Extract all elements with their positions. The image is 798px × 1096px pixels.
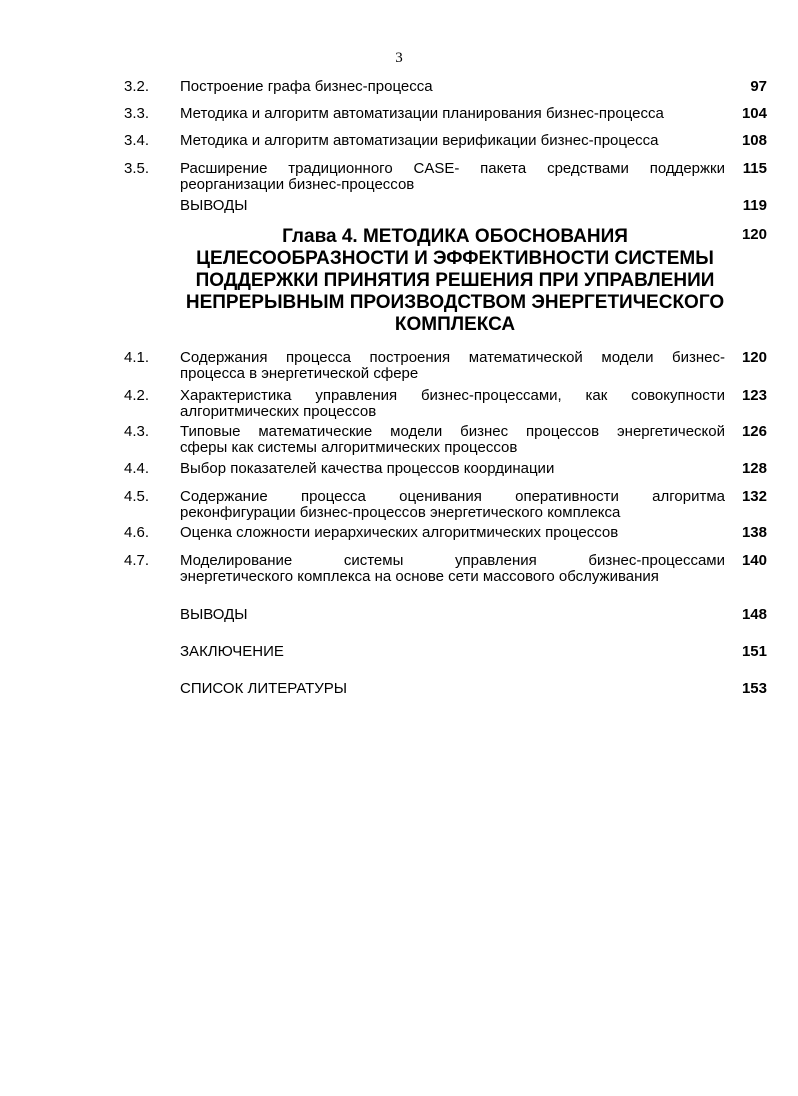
chapter-heading-line: КОМПЛЕКСА xyxy=(394,314,516,335)
toc-entry-title: Содержания процесса построения математической модели бизнес- процесса в энергетической сфере xyxy=(180,349,725,382)
toc-entry-title: ЗАКЛЮЧЕНИЕ xyxy=(180,643,284,660)
toc-entry-title: ВЫВОДЫ xyxy=(180,197,248,214)
toc-entry-title: Методика и алгоритм автоматизации планирования бизнес-процесса xyxy=(180,105,664,122)
toc-entry-title: СПИСОК ЛИТЕРАТУРЫ xyxy=(180,680,348,697)
toc-entry-page: 138 xyxy=(741,524,767,541)
toc-entry-page: 119 xyxy=(742,197,767,214)
toc-entry-number: 3.2. xyxy=(124,78,150,95)
toc-entry-page: 128 xyxy=(741,460,767,477)
chapter-heading-line: ПОДДЕРЖКИ ПРИНЯТИЯ РЕШЕНИЯ ПРИ УПРАВЛЕНИИ xyxy=(195,270,715,291)
toc-entry-number: 4.6. xyxy=(124,524,150,541)
toc-entry-page: 132 xyxy=(741,488,767,505)
chapter-page: 120 xyxy=(741,226,767,243)
toc-entry-page: 151 xyxy=(741,643,767,660)
toc-entry-page: 108 xyxy=(741,132,767,149)
toc-entry-title: Расширение традиционного CASE- пакета средствами поддержки реорганизации бизнес-процессов xyxy=(180,160,725,193)
chapter-heading-line: Глава 4. МЕТОДИКА ОБОСНОВАНИЯ xyxy=(282,226,628,247)
toc-entry-title: ВЫВОДЫ xyxy=(180,606,248,623)
toc-entry-title: Моделирование системы управления бизнес-процессами энергетического комплекса на основе сети массового обслуживания xyxy=(180,552,725,585)
toc-entry-page: 123 xyxy=(741,387,767,404)
toc-entry-title: Типовые математические модели бизнес процессов энергетической сферы как системы алгоритмических процессов xyxy=(180,423,725,456)
page-number: 3 xyxy=(395,50,403,66)
toc-entry-page: 115 xyxy=(742,160,767,177)
toc-entry-title: Оценка сложности иерархических алгоритмических процессов xyxy=(180,524,619,541)
toc-entry-page: 153 xyxy=(741,680,767,697)
toc-entry-page: 104 xyxy=(741,105,767,122)
toc-entry-number: 3.5. xyxy=(124,160,150,177)
toc-entry-number: 4.5. xyxy=(124,488,150,505)
toc-entry-page: 126 xyxy=(741,423,767,440)
toc-entry-title: Содержание процесса оценивания оперативности алгоритма реконфигурации бизнес-процессов энергетического комплекса xyxy=(180,488,725,521)
toc-entry-number: 3.4. xyxy=(124,132,150,149)
toc-entry-title: Выбор показателей качества процессов координации xyxy=(180,460,555,477)
toc-entry-number: 4.4. xyxy=(124,460,150,477)
toc-entry-title: Характеристика управления бизнес-процессами, как совокупности алгоритмических процессов xyxy=(180,387,725,420)
chapter-heading[interactable] xyxy=(170,226,740,336)
toc-entry-number: 4.3. xyxy=(124,423,150,440)
toc-entry-number: 4.1. xyxy=(124,349,150,366)
toc-entry-number: 3.3. xyxy=(124,105,150,122)
toc-entry-page: 97 xyxy=(750,78,767,95)
toc-entry-page: 148 xyxy=(741,606,767,623)
toc-entry-title: Построение графа бизнес-процесса xyxy=(180,78,433,95)
chapter-heading-line: ЦЕЛЕСООБРАЗНОСТИ И ЭФФЕКТИВНОСТИ СИСТЕМЫ xyxy=(196,248,714,269)
toc-entry-title: Методика и алгоритм автоматизации верификации бизнес-процесса xyxy=(180,132,659,149)
toc-entry-page: 120 xyxy=(741,349,767,366)
toc-entry-number: 4.2. xyxy=(124,387,150,404)
toc-entry-page: 140 xyxy=(741,552,767,569)
chapter-heading-line: НЕПРЕРЫВНЫМ ПРОИЗВОДСТВОМ ЭНЕРГЕТИЧЕСКОГО xyxy=(185,292,725,313)
toc-entry-number: 4.7. xyxy=(124,552,150,569)
